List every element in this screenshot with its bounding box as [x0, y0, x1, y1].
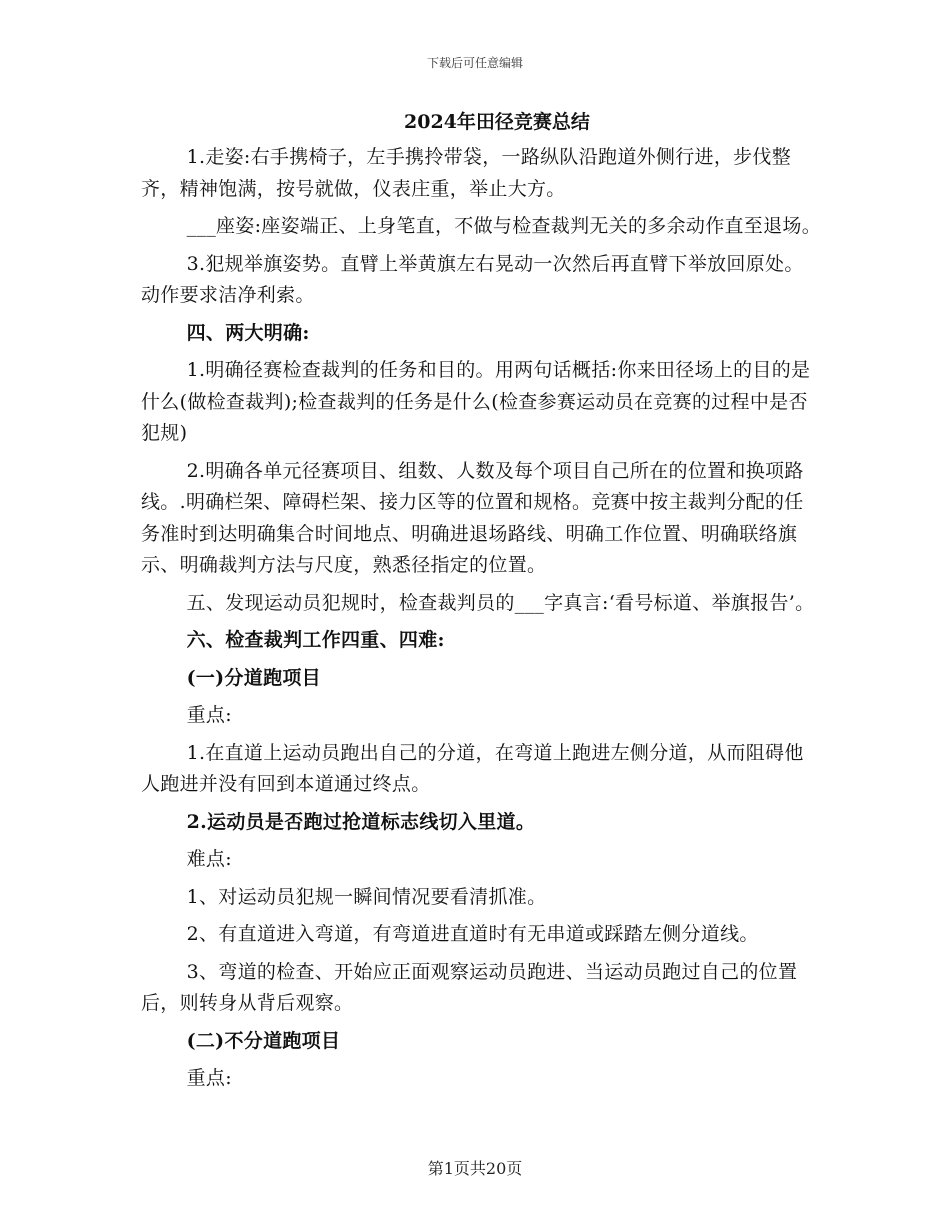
paragraph: 3.犯规举旗姿势。直臂上举黄旗左右晃动一次然后再直臂下举放回原处。动作要求洁净利索。 [141, 252, 804, 306]
document-body [141, 108, 821, 1101]
paragraph-list [141, 142, 821, 1095]
paragraph: 1、对运动员犯规一瞬间情况要看清抓准。 [186, 885, 547, 908]
paragraph: ___座姿:座姿端正、上身笔直，不做与检查裁判无关的多余动作直至退场。 [186, 215, 821, 237]
paragraph: 五、发现运动员犯规时，检查裁判员的___字真言:‘看号标道、举旗报告’。 [186, 591, 815, 614]
paragraph: 四、两大明确: [186, 321, 310, 344]
paragraph: 3、弯道的检查、开始应正面观察运动员跑进、当运动员跑过自己的位置后，则转身从背后观察。 [141, 960, 798, 1014]
paragraph: 1.在直道上运动员跑出自己的分道，在弯道上跑进左侧分道，从而阻碍他人跑进并没有回到本道通过终点。 [141, 741, 804, 795]
paragraph: 1.明确径赛检查裁判的任务和目的。用两句话概括:你来田径场上的目的是什么(做检查裁判);检查裁判的任务是什么(检查参赛运动员在竞赛的过程中是否犯规) [141, 359, 811, 444]
paragraph: (二)不分道跑项目 [186, 1029, 341, 1052]
paragraph: 重点: [186, 1067, 232, 1089]
paragraph: 难点: [186, 848, 232, 870]
paragraph: 重点: [186, 704, 232, 726]
page-footer: 第1页共20页 [427, 1159, 523, 1178]
paragraph: 六、检查裁判工作四重、四难: [186, 629, 445, 651]
paragraph: 2.明确各单元径赛项目、组数、人数及每个项目自己所在的位置和换项路线。.明确栏架、障碍栏架、接力区等的位置和规格。竞赛中按主裁判分配的任务准时到达明确集合时间地点、明确进退场路线、明确工作位置、明确联络旗示、明确裁判方法与尺度，熟悉径指定的位置。 [141, 459, 804, 576]
document-title: 2024年田径竞赛总结 [404, 111, 590, 133]
paragraph: (一)分道跑项目 [186, 666, 321, 689]
paragraph: 2.运动员是否跑过抢道标志线切入里道。 [186, 810, 536, 833]
page-header: 下载后可任意编辑 [426, 56, 523, 70]
paragraph: 1.走姿:右手携椅子，左手携拎带袋，一路纵队沿跑道外侧行进，步伐整齐，精神饱满，按号就做，仪表庄重，举止大方。 [141, 146, 792, 200]
paragraph: 2、有直道进入弯道，有弯道进直道时有无串道或踩踏左侧分道线。 [186, 923, 759, 945]
